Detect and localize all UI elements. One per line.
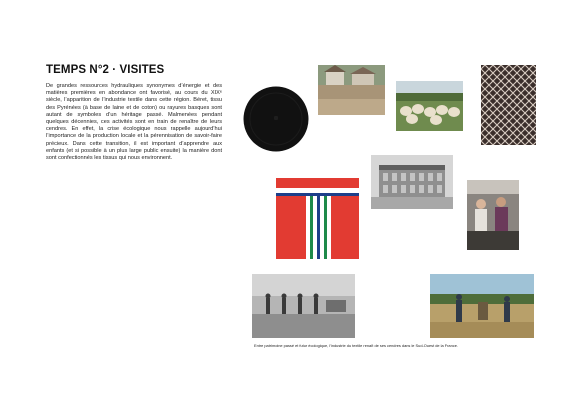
section-body: De grandes ressources hydrauliques synonymes d’énergie et des matières premières en abondance ont favorisé, au cours du XIXᵉ siècle, l’apparition de l’industrie textile dans cette région. Béret, tissu des Pyrénées (à base de laine et de coton) ou rayures basques sont autant de symboles d’un héritage passé. Malmenées pendant quelques décennies, ces activités sont en train de renaître de leurs cendres. En effet, la crise écologique nous rappelle aujourd’hui l’importance de la production locale et la pérennisation de savoir-faire précieux. Dans cette transition, il est important d’apprendre aux enfants (et si possible à un plus large public ensuite) la manière dont sont confectionnés les tissus qui nous environnent. bbox=[46, 83, 222, 162]
old-factory-photo bbox=[371, 155, 453, 209]
historical-workers-photo bbox=[252, 274, 355, 338]
photo-caption: Entre patrimoine passé et futur écologique, l’industrie du textile renaît de ses cendres dans le Sud-Ouest de la France. bbox=[254, 343, 458, 348]
striped-fabric-photo bbox=[276, 178, 359, 259]
sheep-flock-photo bbox=[396, 81, 463, 131]
workshop-people-photo bbox=[467, 180, 519, 250]
village-houses-photo bbox=[318, 65, 385, 115]
woven-pattern-photo bbox=[481, 65, 536, 145]
black-beret-photo bbox=[243, 86, 309, 152]
shepherds-field-photo bbox=[430, 274, 534, 338]
section-title: TEMPS N°2 · VISITES bbox=[46, 64, 165, 76]
